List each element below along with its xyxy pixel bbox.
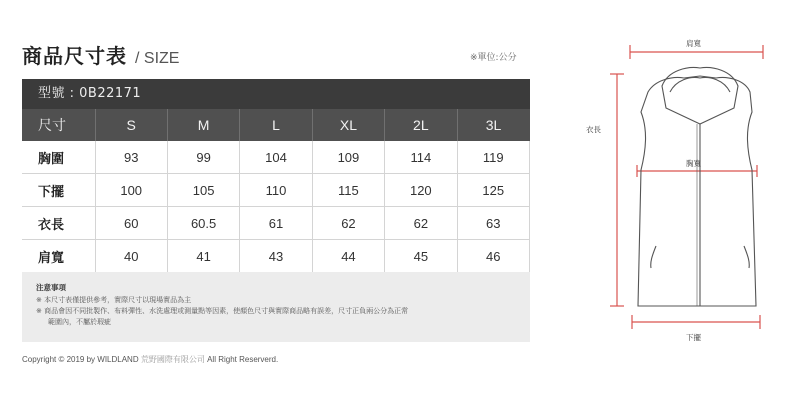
row-label: 胸圍: [22, 141, 95, 174]
size-table-container: [22, 79, 530, 273]
table-cell: 63: [457, 207, 529, 240]
table-cell: 120: [385, 174, 457, 207]
note-item: 範圍內，不屬於瑕疵: [48, 318, 111, 326]
copyright-line: [22, 354, 278, 365]
hem-label: 下擺: [686, 333, 701, 342]
table-cell: 43: [240, 240, 312, 273]
table-cell: 62: [385, 207, 457, 240]
table-row: [22, 174, 530, 207]
header-cell: S: [95, 109, 167, 141]
header-cell: XL: [312, 109, 384, 141]
row-label: 肩寬: [22, 240, 95, 273]
table-cell: 119: [457, 141, 529, 174]
note-item: ※ 商品會因不同批製作、布料彈性、水洗處理或測量點等因素，使顏色尺寸與實際商品略有誤差，尺寸正負兩公分為正常: [36, 307, 409, 315]
page-title-group: [22, 40, 179, 69]
table-cell: 60: [95, 207, 167, 240]
table-cell: 41: [167, 240, 239, 273]
table-cell: 115: [312, 174, 384, 207]
shoulder-label: 肩寬: [686, 39, 701, 48]
table-cell: 40: [95, 240, 167, 273]
table-cell: 109: [312, 141, 384, 174]
table-row: [22, 141, 530, 174]
size-header-row: [22, 109, 530, 141]
note-item: ※ 本尺寸表僅提供參考，實際尺寸以現場實品為主: [36, 296, 192, 304]
table-cell: 110: [240, 174, 312, 207]
length-measure-line: [610, 74, 624, 306]
vest-outline: [638, 68, 756, 306]
page-title: 商品尺寸表: [22, 44, 127, 68]
header-cell: M: [167, 109, 239, 141]
notes-box: [22, 272, 530, 342]
model-number-bar: 型號 : 0B22171: [22, 79, 530, 109]
copyright-prefix: Copyright © 2019 by WILDLAND: [22, 355, 139, 364]
table-cell: 61: [240, 207, 312, 240]
table-cell: 46: [457, 240, 529, 273]
unit-note: ※單位:公分: [470, 53, 517, 63]
header-cell: 2L: [385, 109, 457, 141]
chest-label: 胸寬: [686, 159, 701, 168]
copyright-company: 荒野國際有限公司: [140, 355, 205, 364]
header-cell: 尺寸: [22, 109, 95, 141]
copyright-suffix: All Right Reserverd.: [207, 355, 279, 364]
header-cell: 3L: [457, 109, 529, 141]
table-cell: 93: [95, 141, 167, 174]
table-row: [22, 207, 530, 240]
page-subtitle: / SIZE: [135, 50, 180, 67]
table-cell: 44: [312, 240, 384, 273]
hem-measure-line: [632, 315, 760, 329]
table-row: [22, 240, 530, 273]
table-cell: 114: [385, 141, 457, 174]
table-cell: 105: [167, 174, 239, 207]
table-cell: 125: [457, 174, 529, 207]
row-label: 衣長: [22, 207, 95, 240]
header-cell: L: [240, 109, 312, 141]
table-cell: 60.5: [167, 207, 239, 240]
length-label: 衣長: [586, 125, 601, 134]
table-cell: 99: [167, 141, 239, 174]
size-table: [22, 109, 530, 273]
table-cell: 100: [95, 174, 167, 207]
notes-title: 注意事項: [36, 283, 66, 292]
row-label: 下擺: [22, 174, 95, 207]
table-cell: 104: [240, 141, 312, 174]
table-cell: 62: [312, 207, 384, 240]
table-cell: 45: [385, 240, 457, 273]
